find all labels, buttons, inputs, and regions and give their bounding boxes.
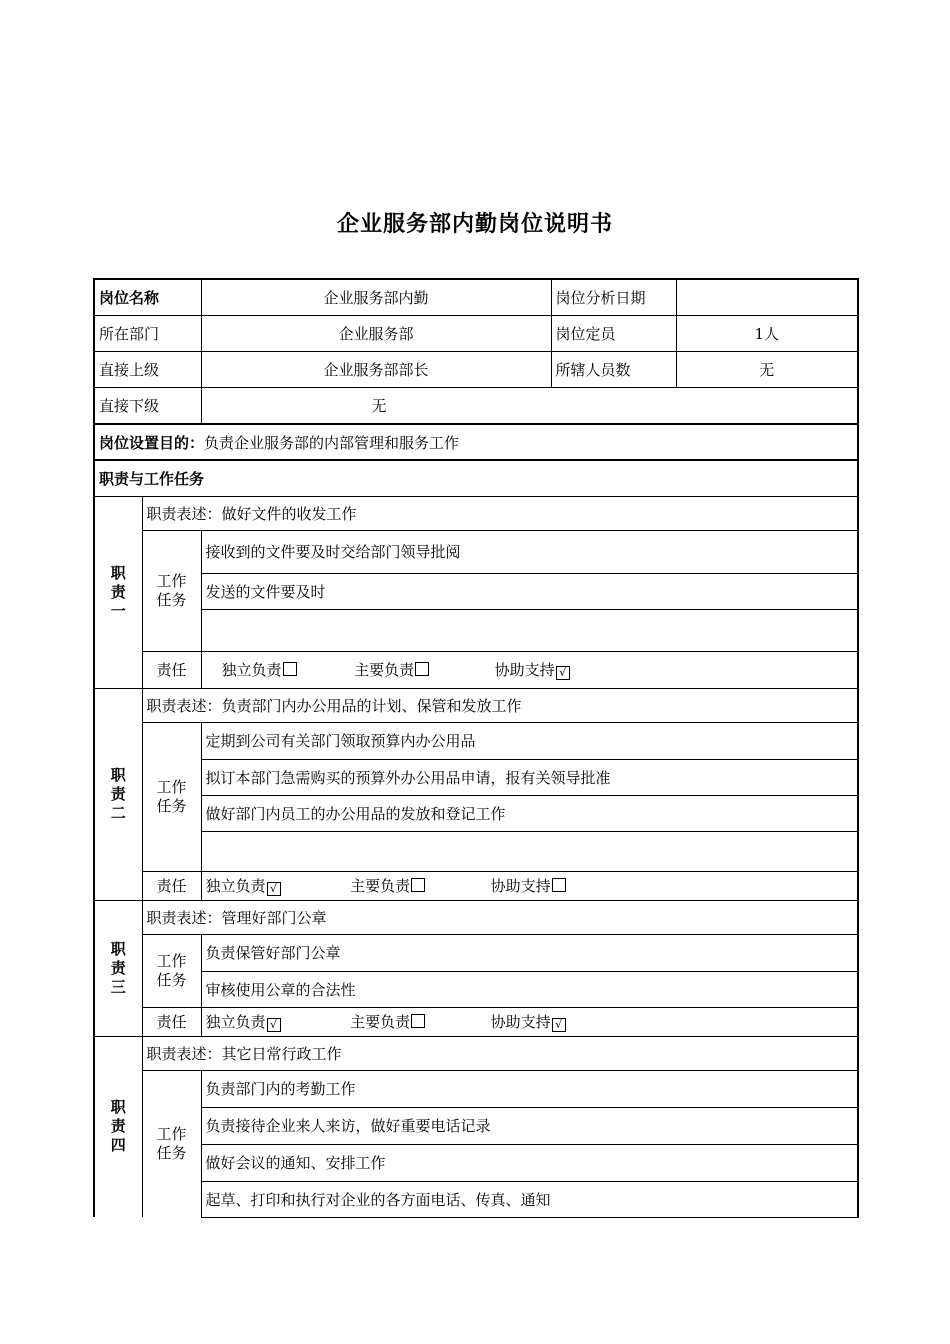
task-item: 拟订本部门急需购买的预算外办公用品申请，报有关领导批准 xyxy=(201,759,858,795)
duty-desc-text: 其它日常行政工作 xyxy=(221,1044,342,1063)
resp-label: 责任 xyxy=(142,1007,201,1036)
duty-desc-text: 做好文件的收发工作 xyxy=(221,504,357,523)
dept-label: 所在部门 xyxy=(94,315,201,351)
duty-3-desc xyxy=(142,900,858,934)
purpose-text: 负责企业服务部的内部管理和服务工作 xyxy=(204,433,460,452)
resp-main: 主要负责 xyxy=(354,661,415,679)
task-label-text: 工作任务 xyxy=(156,1124,187,1162)
checkbox-main xyxy=(411,878,425,892)
duty-1-desc xyxy=(142,496,858,530)
headcount-value: 1人 xyxy=(676,315,858,351)
purpose-row xyxy=(94,424,858,460)
duty-3-task-label xyxy=(142,934,201,1007)
page-title: 企业服务部内勤岗位说明书 xyxy=(336,212,613,237)
resp-independent: 独立负责 xyxy=(221,661,282,679)
duty-4-task-label xyxy=(142,1070,201,1217)
superior-label: 直接上级 xyxy=(94,351,201,387)
duty-1-resp xyxy=(201,651,858,688)
duty-3-name xyxy=(94,900,142,1036)
task-item: 定期到公司有关部门领取预算内办公用品 xyxy=(201,722,858,759)
desc-prefix: 职责表述： xyxy=(146,696,222,715)
task-label-text: 工作任务 xyxy=(156,951,187,989)
duty-1-task-label xyxy=(142,530,201,651)
task-item: 发送的文件要及时 xyxy=(201,573,858,609)
task-label-text: 工作任务 xyxy=(156,777,187,815)
resp-assist: 协助支持 xyxy=(490,1013,551,1031)
resp-label: 责任 xyxy=(142,651,201,688)
task-item: 接收到的文件要及时交给部门领导批阅 xyxy=(201,530,858,573)
task-item: 做好部门内员工的办公用品的发放和登记工作 xyxy=(201,795,858,831)
checkbox-independent xyxy=(283,662,297,676)
dept-value: 企业服务部 xyxy=(201,315,551,351)
task-item: 负责保管好部门公章 xyxy=(201,934,858,971)
desc-prefix: 职责表述： xyxy=(146,504,222,523)
superior-value: 企业服务部部长 xyxy=(201,351,551,387)
resp-main: 主要负责 xyxy=(350,1013,411,1031)
duty-1-name-text: 职责一 xyxy=(110,563,126,620)
duty-4-name xyxy=(94,1036,142,1217)
checkbox-assist: √ xyxy=(556,666,570,680)
checkbox-independent: √ xyxy=(267,882,281,896)
duties-header: 职责与工作任务 xyxy=(94,460,858,496)
duty-1-name xyxy=(94,496,142,688)
task-item: 负责部门内的考勤工作 xyxy=(201,1070,858,1107)
duty-2-task-label xyxy=(142,722,201,871)
checkbox-main xyxy=(411,1014,425,1028)
duty-2-resp xyxy=(201,871,858,900)
checkbox-main xyxy=(415,662,429,676)
subordinate-value: 无 xyxy=(201,387,858,424)
task-item: 审核使用公章的合法性 xyxy=(201,971,858,1007)
subordinate-label: 直接下级 xyxy=(94,387,201,424)
subordinates-count-value: 无 xyxy=(676,351,858,387)
duty-3-resp xyxy=(201,1007,858,1036)
checkbox-independent: √ xyxy=(267,1018,281,1032)
task-label-text: 工作任务 xyxy=(156,571,187,609)
duty-4-desc xyxy=(142,1036,858,1070)
resp-independent: 独立负责 xyxy=(205,877,266,895)
task-item: 起草、打印和执行对企业的各方面电话、传真、通知 xyxy=(201,1181,858,1217)
duty-2-desc xyxy=(142,688,858,722)
resp-assist: 协助支持 xyxy=(494,661,555,679)
job-description-table xyxy=(93,278,859,1218)
checkbox-assist xyxy=(552,878,566,892)
purpose-label: 岗位设置目的： xyxy=(99,433,205,452)
resp-label: 责任 xyxy=(142,871,201,900)
post-name-value: 企业服务部内勤 xyxy=(201,279,551,315)
duty-2-name-text: 职责二 xyxy=(110,765,126,822)
resp-assist: 协助支持 xyxy=(490,877,551,895)
task-item: 做好会议的通知、安排工作 xyxy=(201,1144,858,1181)
desc-prefix: 职责表述： xyxy=(146,908,222,927)
task-item xyxy=(201,831,858,871)
duty-3-name-text: 职责三 xyxy=(110,939,126,996)
analysis-date-value xyxy=(676,279,858,315)
desc-prefix: 职责表述： xyxy=(146,1044,222,1063)
post-name-label: 岗位名称 xyxy=(94,279,201,315)
duty-desc-text: 负责部门内办公用品的计划、保管和发放工作 xyxy=(221,696,522,715)
resp-main: 主要负责 xyxy=(350,877,411,895)
duty-desc-text: 管理好部门公章 xyxy=(221,908,327,927)
headcount-label: 岗位定员 xyxy=(551,315,676,351)
duty-4-name-text: 职责四 xyxy=(110,1098,126,1155)
analysis-date-label: 岗位分析日期 xyxy=(551,279,676,315)
resp-independent: 独立负责 xyxy=(205,1013,266,1031)
checkbox-assist: √ xyxy=(552,1018,566,1032)
duty-2-name xyxy=(94,688,142,900)
task-item xyxy=(201,609,858,651)
task-item: 负责接待企业来人来访，做好重要电话记录 xyxy=(201,1107,858,1144)
subordinates-count-label: 所辖人员数 xyxy=(551,351,676,387)
